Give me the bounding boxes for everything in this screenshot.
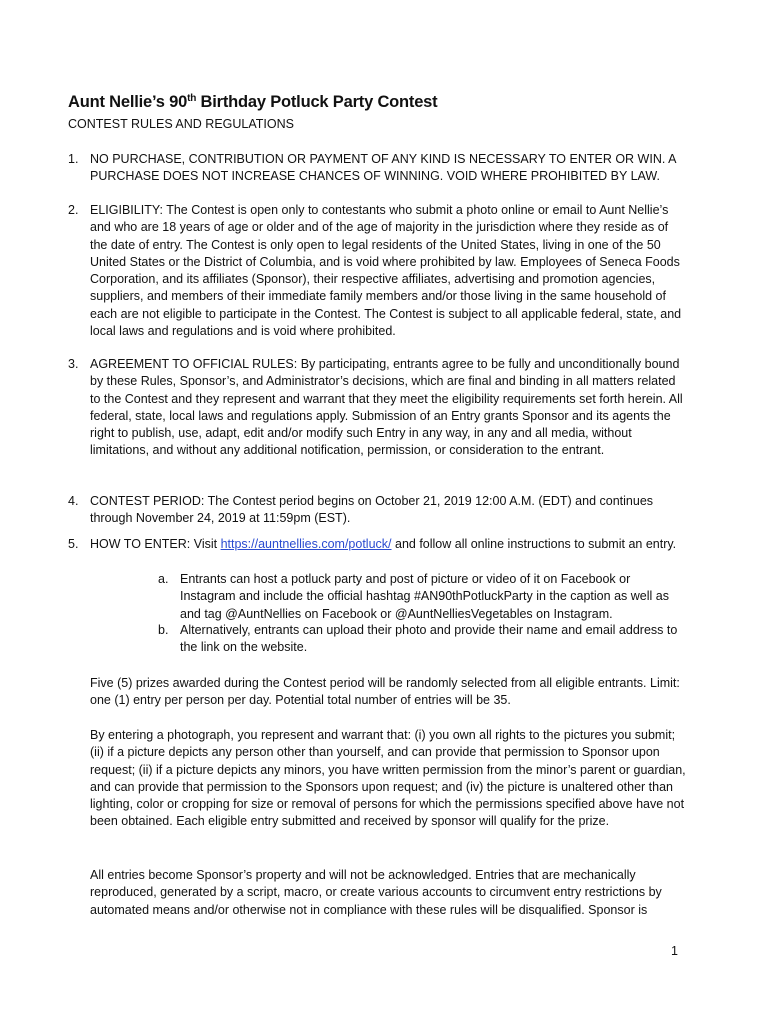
subitem-text: Entrants can host a potluck party and post of picture or video of it on Facebook or Instagram and include the official hashtag #AN90thPotluckParty in the caption as well as and tag @AuntNellies on Facebook or @AuntNelliesVegetables on Instagram. xyxy=(180,572,669,621)
rule-number: 2. xyxy=(68,203,79,217)
rule-text: NO PURCHASE, CONTRIBUTION OR PAYMENT OF ANY KIND IS NECESSARY TO ENTER OR WIN. A PURCHASE DOES NOT INCREASE CHANCES OF WINNING. VOID WHERE PROHIBITED BY LAW. xyxy=(90,152,676,184)
rule-number: 4. xyxy=(68,494,79,508)
title-text-rest: Birthday Potluck Party Contest xyxy=(196,93,438,111)
rule-number: 3. xyxy=(68,357,79,371)
document-subtitle: CONTEST RULES AND REGULATIONS xyxy=(68,117,294,131)
subitem-text: Alternatively, entrants can upload their photo and provide their name and email address to the link on the website. xyxy=(180,623,678,655)
rule-1 xyxy=(68,151,688,186)
title-text: Aunt Nellie’s 90 xyxy=(68,93,188,111)
paragraph-warranty: By entering a photograph, you represent and warrant that: (i) you own all rights to the pictures you submit; (ii) if a picture depicts any person other than yourself, and can provide that permission to Sponsor upon request; (ii) if a picture depicts any minors, you have written permission from the minor’s parent or guardian, and can provide that permission to the Sponsors upon request; and (iv) the picture is unaltered other than lighting, color or cropping for size or removal of persons for which the permissions specified above have not been obtained. Each eligible entry submitted and received by sponsor will qualify for the prize. xyxy=(90,728,686,829)
rule-4 xyxy=(68,493,688,528)
paragraph-entries: All entries become Sponsor’s property and will not be acknowledged. Entries that are mechanically reproduced, generated by a script, macro, or create various accounts to circumvent entry restrictions by automated means and/or otherwise not in compliance with these rules will be disqualified. Sponsor is xyxy=(90,868,662,917)
subitem-a xyxy=(158,571,688,623)
subitem-letter: b. xyxy=(158,623,169,637)
rule-2 xyxy=(68,202,688,340)
paragraph-prizes: Five (5) prizes awarded during the Contest period will be randomly selected from all eligible entrants. Limit: one (1) entry per person per day. Potential total number of entries will be 35. xyxy=(90,676,680,708)
document-title xyxy=(68,93,437,112)
rule-3 xyxy=(68,356,688,460)
rule-text-after: and follow all online instructions to submit an entry. xyxy=(391,537,677,551)
subitem-b xyxy=(158,622,688,657)
rule-text-before: HOW TO ENTER: Visit xyxy=(90,537,221,551)
rule-text: ELIGIBILITY: The Contest is open only to contestants who submit a photo online or email to Aunt Nellie’s and who are 18 years of age or older and of the age of majority in the jurisdiction where they reside as of the date of entry. The Contest is only open to legal residents of the United States, living in one of the 50 United States or the District of Columbia, and is void where prohibited by law. Employees of Seneca Foods Corporation, and its affiliates (Sponsor), their respective affiliates, advertising and promotion agencies, suppliers, and members of their immediate family members and/or those living in the same household of each are not eligible to participate in the Contest. The Contest is subject to all applicable federal, state, and local laws and regulations and is void where prohibited. xyxy=(90,203,682,339)
rule-5 xyxy=(68,536,688,553)
rule-text: AGREEMENT TO OFFICIAL RULES: By participating, entrants agree to be fully and unconditionally bound by these Rules, Sponsor’s, and Administrator’s decisions, which are final and binding in all matters related to the Contest and they represent and warrant that they meet the eligibility requirements set forth herein. All federal, state, local laws and regulations apply. Submission of an Entry grants Sponsor and its agents the right to publish, use, adapt, edit and/or modify such Entry in any way, in any and all media, without limitations, and without any additional notification, permission, or consideration to the entrant. xyxy=(90,357,683,458)
rule-text: CONTEST PERIOD: The Contest period begins on October 21, 2019 12:00 A.M. (EDT) and continues through November 24, 2019 at 11:59pm (EST). xyxy=(90,494,654,526)
subitem-letter: a. xyxy=(158,572,169,586)
rule-number: 5. xyxy=(68,537,79,551)
rule-number: 1. xyxy=(68,152,79,166)
title-superscript: th xyxy=(187,93,197,104)
page-number: 1 xyxy=(671,944,678,958)
potluck-link[interactable]: https://auntnellies.com/potluck/ xyxy=(220,537,392,551)
rule-text xyxy=(90,536,688,553)
